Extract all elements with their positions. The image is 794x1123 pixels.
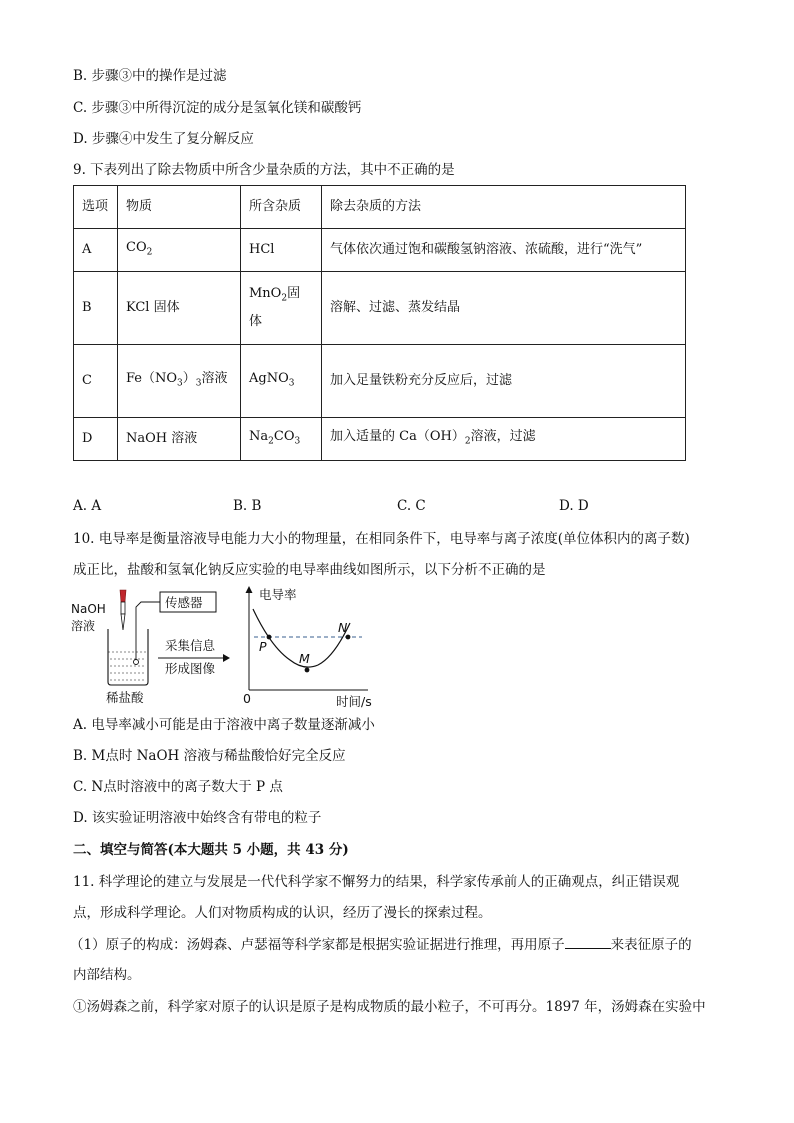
header-method: 除去杂质的方法 bbox=[322, 186, 686, 229]
q11-line1: 11. 科学理论的建立与发展是一代代科学家不懈努力的结果，科学家传承前人的正确观点，纠正错误观 bbox=[73, 874, 680, 890]
q10-stem-line2: 成正比，盐酸和氢氧化钠反应实验的电导率曲线如图所示，以下分析不正确的是 bbox=[73, 562, 546, 578]
q10-option-a: A. 电导率减小可能是由于溶液中离子数量逐渐减小 bbox=[73, 717, 375, 733]
row-option: B bbox=[74, 272, 118, 345]
label-collect: 采集信息 bbox=[165, 638, 216, 653]
q11-part1-text-tail: 来表征原子的 bbox=[610, 937, 692, 953]
row-impurity: $Na_2CO_3$ bbox=[241, 418, 322, 461]
q11-part1 bbox=[70, 934, 692, 955]
row-substance: NaOH 溶液 bbox=[118, 418, 241, 461]
label-p: P bbox=[259, 639, 267, 654]
label-m: M bbox=[299, 651, 310, 666]
row-impurity: MnO$_2$固体 bbox=[241, 272, 322, 345]
q9-choices bbox=[73, 498, 713, 518]
q8-option-c: C. 步骤③中所得沉淀的成分是氢氧化镁和碳酸钙 bbox=[73, 100, 362, 116]
q10-option-b: B. M点时 NaOH 溶液与稀盐酸恰好完全反应 bbox=[73, 748, 346, 764]
q10-figure bbox=[68, 585, 372, 715]
answer-blank[interactable] bbox=[565, 934, 611, 949]
row-substance: $Fe(NO_3)_3$溶液 bbox=[118, 345, 241, 418]
row-option: C bbox=[74, 345, 118, 418]
q11-point1: ①汤姆森之前，科学家对原子的认识是原子是构成物质的最小粒子，不可再分。1897 年，汤姆森在实验中 bbox=[73, 999, 706, 1015]
row-method: 气体依次通过饱和碳酸氢钠溶液、浓硫酸，进行“洗气” bbox=[322, 229, 686, 272]
q9-stem: 9. 下表列出了除去物质中所含少量杂质的方法，其中不正确的是 bbox=[73, 162, 455, 178]
table-row bbox=[74, 272, 686, 345]
dropper-icon bbox=[120, 590, 126, 630]
row-method: 加入足量铁粉充分反应后，过滤 bbox=[322, 345, 686, 418]
header-substance: 物质 bbox=[118, 186, 241, 229]
choice-b: B. B bbox=[233, 498, 262, 514]
q11-line2: 点，形成科学理论。人们对物质构成的认识，经历了漫长的探索过程。 bbox=[73, 905, 492, 921]
row-impurity: HCl bbox=[241, 229, 322, 272]
q11-part1-line2: 内部结构。 bbox=[73, 967, 141, 983]
q8-option-d: D. 步骤④中发生了复分解反应 bbox=[73, 131, 254, 147]
row-option: D bbox=[74, 418, 118, 461]
x-axis-label: 时间/s bbox=[336, 694, 372, 709]
label-form: 形成图像 bbox=[165, 661, 216, 676]
row-substance: $CO_2$ bbox=[118, 229, 241, 272]
y-axis-label: 电导率 bbox=[259, 587, 297, 602]
row-method: 加入适量的 $Ca(OH)_2$溶液，过滤 bbox=[322, 418, 686, 461]
choice-a: A. A bbox=[73, 498, 102, 514]
label-naoh: NaOH bbox=[71, 602, 106, 616]
label-solution: 溶液 bbox=[71, 619, 96, 633]
q9-table bbox=[73, 185, 686, 461]
label-acid: 稀盐酸 bbox=[106, 690, 144, 705]
header-option: 选项 bbox=[74, 186, 118, 229]
point-m bbox=[305, 668, 310, 673]
choice-d: D. D bbox=[559, 498, 589, 514]
table-row bbox=[74, 418, 686, 461]
q10-stem-line1: 10. 电导率是衡量溶液导电能力大小的物理量，在相同条件下，电导率与离子浓度(单位体积内的离子数) bbox=[73, 531, 690, 547]
point-n bbox=[346, 635, 351, 640]
header-impurity: 所含杂质 bbox=[241, 186, 322, 229]
row-substance: KCl 固体 bbox=[118, 272, 241, 345]
table-row bbox=[74, 345, 686, 418]
table-header-row bbox=[74, 186, 686, 229]
row-impurity: AgNO$_3$ bbox=[241, 345, 322, 418]
q8-option-b: B. 步骤③中的操作是过滤 bbox=[73, 68, 227, 84]
choice-c: C. C bbox=[397, 498, 426, 514]
origin-label: 0 bbox=[243, 691, 251, 706]
label-sensor: 传感器 bbox=[165, 595, 203, 610]
table-row bbox=[74, 229, 686, 272]
section-title: 二、填空与简答(本大题共 5 小题，共 43 分) bbox=[73, 842, 349, 858]
q11-part1-text: （1）原子的构成：汤姆森、卢瑟福等科学家都是根据实验证据进行推理，再用原子 bbox=[70, 937, 565, 953]
label-n: N bbox=[338, 620, 348, 635]
q10-option-c: C. N点时溶液中的离子数大于 P 点 bbox=[73, 779, 283, 795]
point-p bbox=[267, 635, 272, 640]
row-method: 溶解、过滤、蒸发结晶 bbox=[322, 272, 686, 345]
q10-option-d: D. 该实验证明溶液中始终含有带电的粒子 bbox=[73, 810, 322, 826]
beaker-icon bbox=[108, 629, 148, 685]
row-option: A bbox=[74, 229, 118, 272]
